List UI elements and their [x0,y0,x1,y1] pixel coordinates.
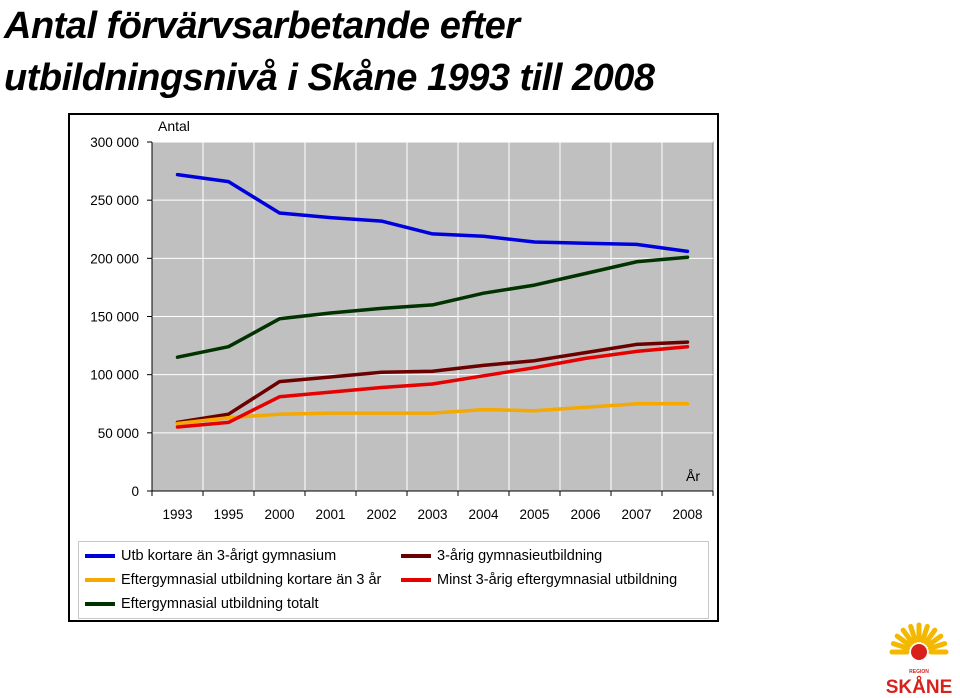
legend-label: 3-årig gymnasieutbildning [437,548,603,564]
y-tick-label: 50 000 [97,425,139,441]
x-tick-label: 2007 [621,507,652,522]
x-tick-label: 1993 [162,507,193,522]
x-axis-label: År [686,468,700,484]
chart-legend [78,541,709,619]
legend-swatch [85,602,115,606]
sun-icon [892,625,946,660]
logo-text-small: REGION [909,669,929,675]
legend-swatch [401,578,431,582]
legend-label: Eftergymnasial utbildning totalt [121,596,319,612]
legend-label: Minst 3-årig eftergymnasial utbildning [437,572,678,588]
y-axis-label: Antal [158,118,190,134]
x-tick-label: 2004 [468,507,499,522]
legend-swatch [401,554,431,558]
y-tick-label: 100 000 [90,367,139,383]
x-tick-label: 2005 [519,507,550,522]
legend-label: Utb kortare än 3-årigt gymnasium [121,548,337,564]
legend-swatch [85,554,115,558]
logo-text-main: SKÅNE [885,677,953,696]
y-tick-label: 150 000 [90,309,139,325]
y-tick-label: 250 000 [90,193,139,209]
y-tick-label: 0 [131,484,139,499]
sun-center [911,644,927,660]
x-tick-label: 1995 [213,507,244,522]
x-tick-label: 2000 [264,507,295,522]
x-tick-label: 2003 [417,507,448,522]
y-tick-label: 200 000 [90,251,139,267]
x-tick-label: 2006 [570,507,601,522]
region-skane-logo [880,622,958,696]
title-line-2: utbildningsnivå i Skåne 1993 till 2008 [4,57,655,99]
x-tick-label: 2008 [672,507,703,522]
x-tick-label: 2001 [315,507,346,522]
title-line-1: Antal förvärvsarbetande efter [4,5,520,47]
y-tick-label: 300 000 [90,135,139,150]
x-tick-label: 2002 [366,507,397,522]
legend-swatch [85,578,115,582]
legend-label: Eftergymnasial utbildning kortare än 3 år [121,572,382,588]
